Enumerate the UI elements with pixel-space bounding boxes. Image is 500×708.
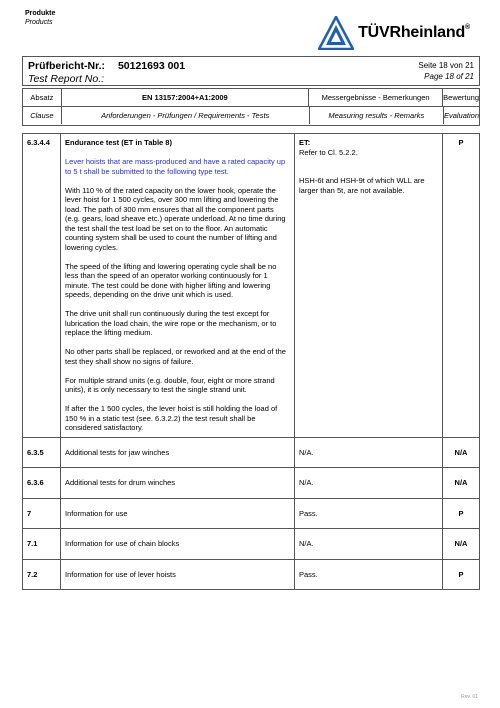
page-number-en: Page 18 of 21 xyxy=(424,72,474,81)
evaluation-value: N/A xyxy=(454,539,468,548)
requirement-paragraph: With 110 % of the rated capacity on the lower hook, operate the lever hoist for 1 500 cycles, over 300 mm lifting and lowering the load. The path of 300 mm ensures that all the component parts (e.g. gears, load sheave etc.) operate underload. At no time during the test shall the test load be set on to the floor. An automatic counting system shall be used to count the number of lifting and lowering cycles. xyxy=(65,185,286,252)
table-row xyxy=(23,499,479,530)
result-text: Pass. xyxy=(295,499,443,529)
table-row xyxy=(23,560,479,590)
requirement-text xyxy=(61,134,295,437)
requirement-paragraph: The drive unit shall run continuously during the test except for lubrication the load chain, the wire rope or the mechanism, or to replace the lifting medium. xyxy=(65,309,277,337)
report-number-label-de: Prüfbericht-Nr.: xyxy=(28,60,106,72)
col-standard: EN 13157:2004+A1:2009 xyxy=(62,89,309,106)
clause-number: 6.3.4.4 xyxy=(23,134,61,437)
result-text: N/A. xyxy=(295,529,443,559)
logo-text xyxy=(358,24,470,42)
result-text xyxy=(295,134,443,437)
col-requirements: Anforderungen - Prüfungen / Requirements - Tests xyxy=(62,107,310,124)
clause-number: 7.2 xyxy=(23,560,61,590)
evaluation-value: P xyxy=(458,569,464,579)
result-reference: Refer to Cl. 5.2.2. xyxy=(299,147,358,157)
requirement-title: Information for use xyxy=(61,499,295,529)
requirement-title: Endurance test (ET in Table 8) xyxy=(65,138,172,147)
table-row xyxy=(23,468,479,499)
requirement-paragraph: The speed of the lifting and lowering operating cycle shall be no less than the speed of an operator working continuously for 1 minute. The test could be done with higher lifting and lowering speeds, depending on the drive unit which is used. xyxy=(65,261,277,299)
table-row xyxy=(23,529,479,560)
requirement-paragraph: If after the 1 500 cycles, the lever hoist is still holding the load of 150 % in a static test (see. 6.3.2.2) the test result shall be considered satisfactory. xyxy=(65,404,278,432)
evaluation-value: N/A xyxy=(454,447,468,457)
products-text: Products xyxy=(25,18,53,26)
clause-table xyxy=(22,133,480,590)
col-clause: Clause xyxy=(23,107,62,124)
products-label xyxy=(25,10,55,27)
clause-number: 6.3.5 xyxy=(23,438,61,468)
evaluation-value: P xyxy=(458,138,464,147)
clause-number: 6.3.6 xyxy=(23,468,61,498)
result-text: N/A. xyxy=(295,438,443,468)
result-text: N/A. xyxy=(295,468,443,498)
result-head: ET: xyxy=(299,138,311,147)
produkte-text: Produkte xyxy=(25,10,56,17)
revision-label: Rev. 01 xyxy=(461,694,478,700)
table-row xyxy=(23,438,479,469)
clause-number: 7.1 xyxy=(23,529,61,559)
requirement-paragraph: For multiple strand units (e.g. double, four, eight or more strand units), it is only necessary to test the single strand unit. xyxy=(65,375,275,394)
requirement-title: Information for use of lever hoists xyxy=(61,560,295,590)
evaluation-value: P xyxy=(458,508,464,518)
column-headers xyxy=(22,88,480,126)
requirement-title: Additional tests for drum winches xyxy=(61,468,295,498)
requirement-paragraph: No other parts shall be replaced, or reworked and at the end of the test they shall show no signs of failure. xyxy=(65,347,286,366)
report-number-label-en: Test Report No.: xyxy=(28,73,105,85)
col-results: Measuring results - Remarks xyxy=(310,107,444,124)
requirement-title: Information for use of chain blocks xyxy=(61,529,295,559)
requirement-blue-paragraph: Lever hoists that are mass-produced and have a rated capacity up to 5 t shall be submitted to the following type test. xyxy=(65,157,286,176)
page-number-de: Seite 18 von 21 xyxy=(418,61,474,70)
logo-wordmark: TÜVRheinland xyxy=(358,24,466,41)
col-evaluation: Evaluation xyxy=(443,111,479,120)
col-messergebnisse: Messergebnisse - Bemerkungen xyxy=(309,89,443,106)
result-text: Pass. xyxy=(295,560,443,590)
tuv-logo xyxy=(318,16,470,50)
registered-mark: ® xyxy=(465,24,470,31)
report-number: 50121693 001 xyxy=(117,60,186,72)
table-row xyxy=(23,134,479,438)
col-absatz: Absatz xyxy=(23,89,62,106)
evaluation-value: N/A xyxy=(454,478,468,487)
clause-number: 7 xyxy=(23,499,61,529)
tuv-triangle-logo-icon xyxy=(318,16,354,50)
col-bewertung: Bewertung xyxy=(443,93,479,102)
report-header xyxy=(22,56,480,86)
result-note: HSH-6t and HSH-9t of which WLL are larger than 5t, are not available. xyxy=(299,176,425,195)
requirement-title: Additional tests for jaw winches xyxy=(61,438,295,468)
